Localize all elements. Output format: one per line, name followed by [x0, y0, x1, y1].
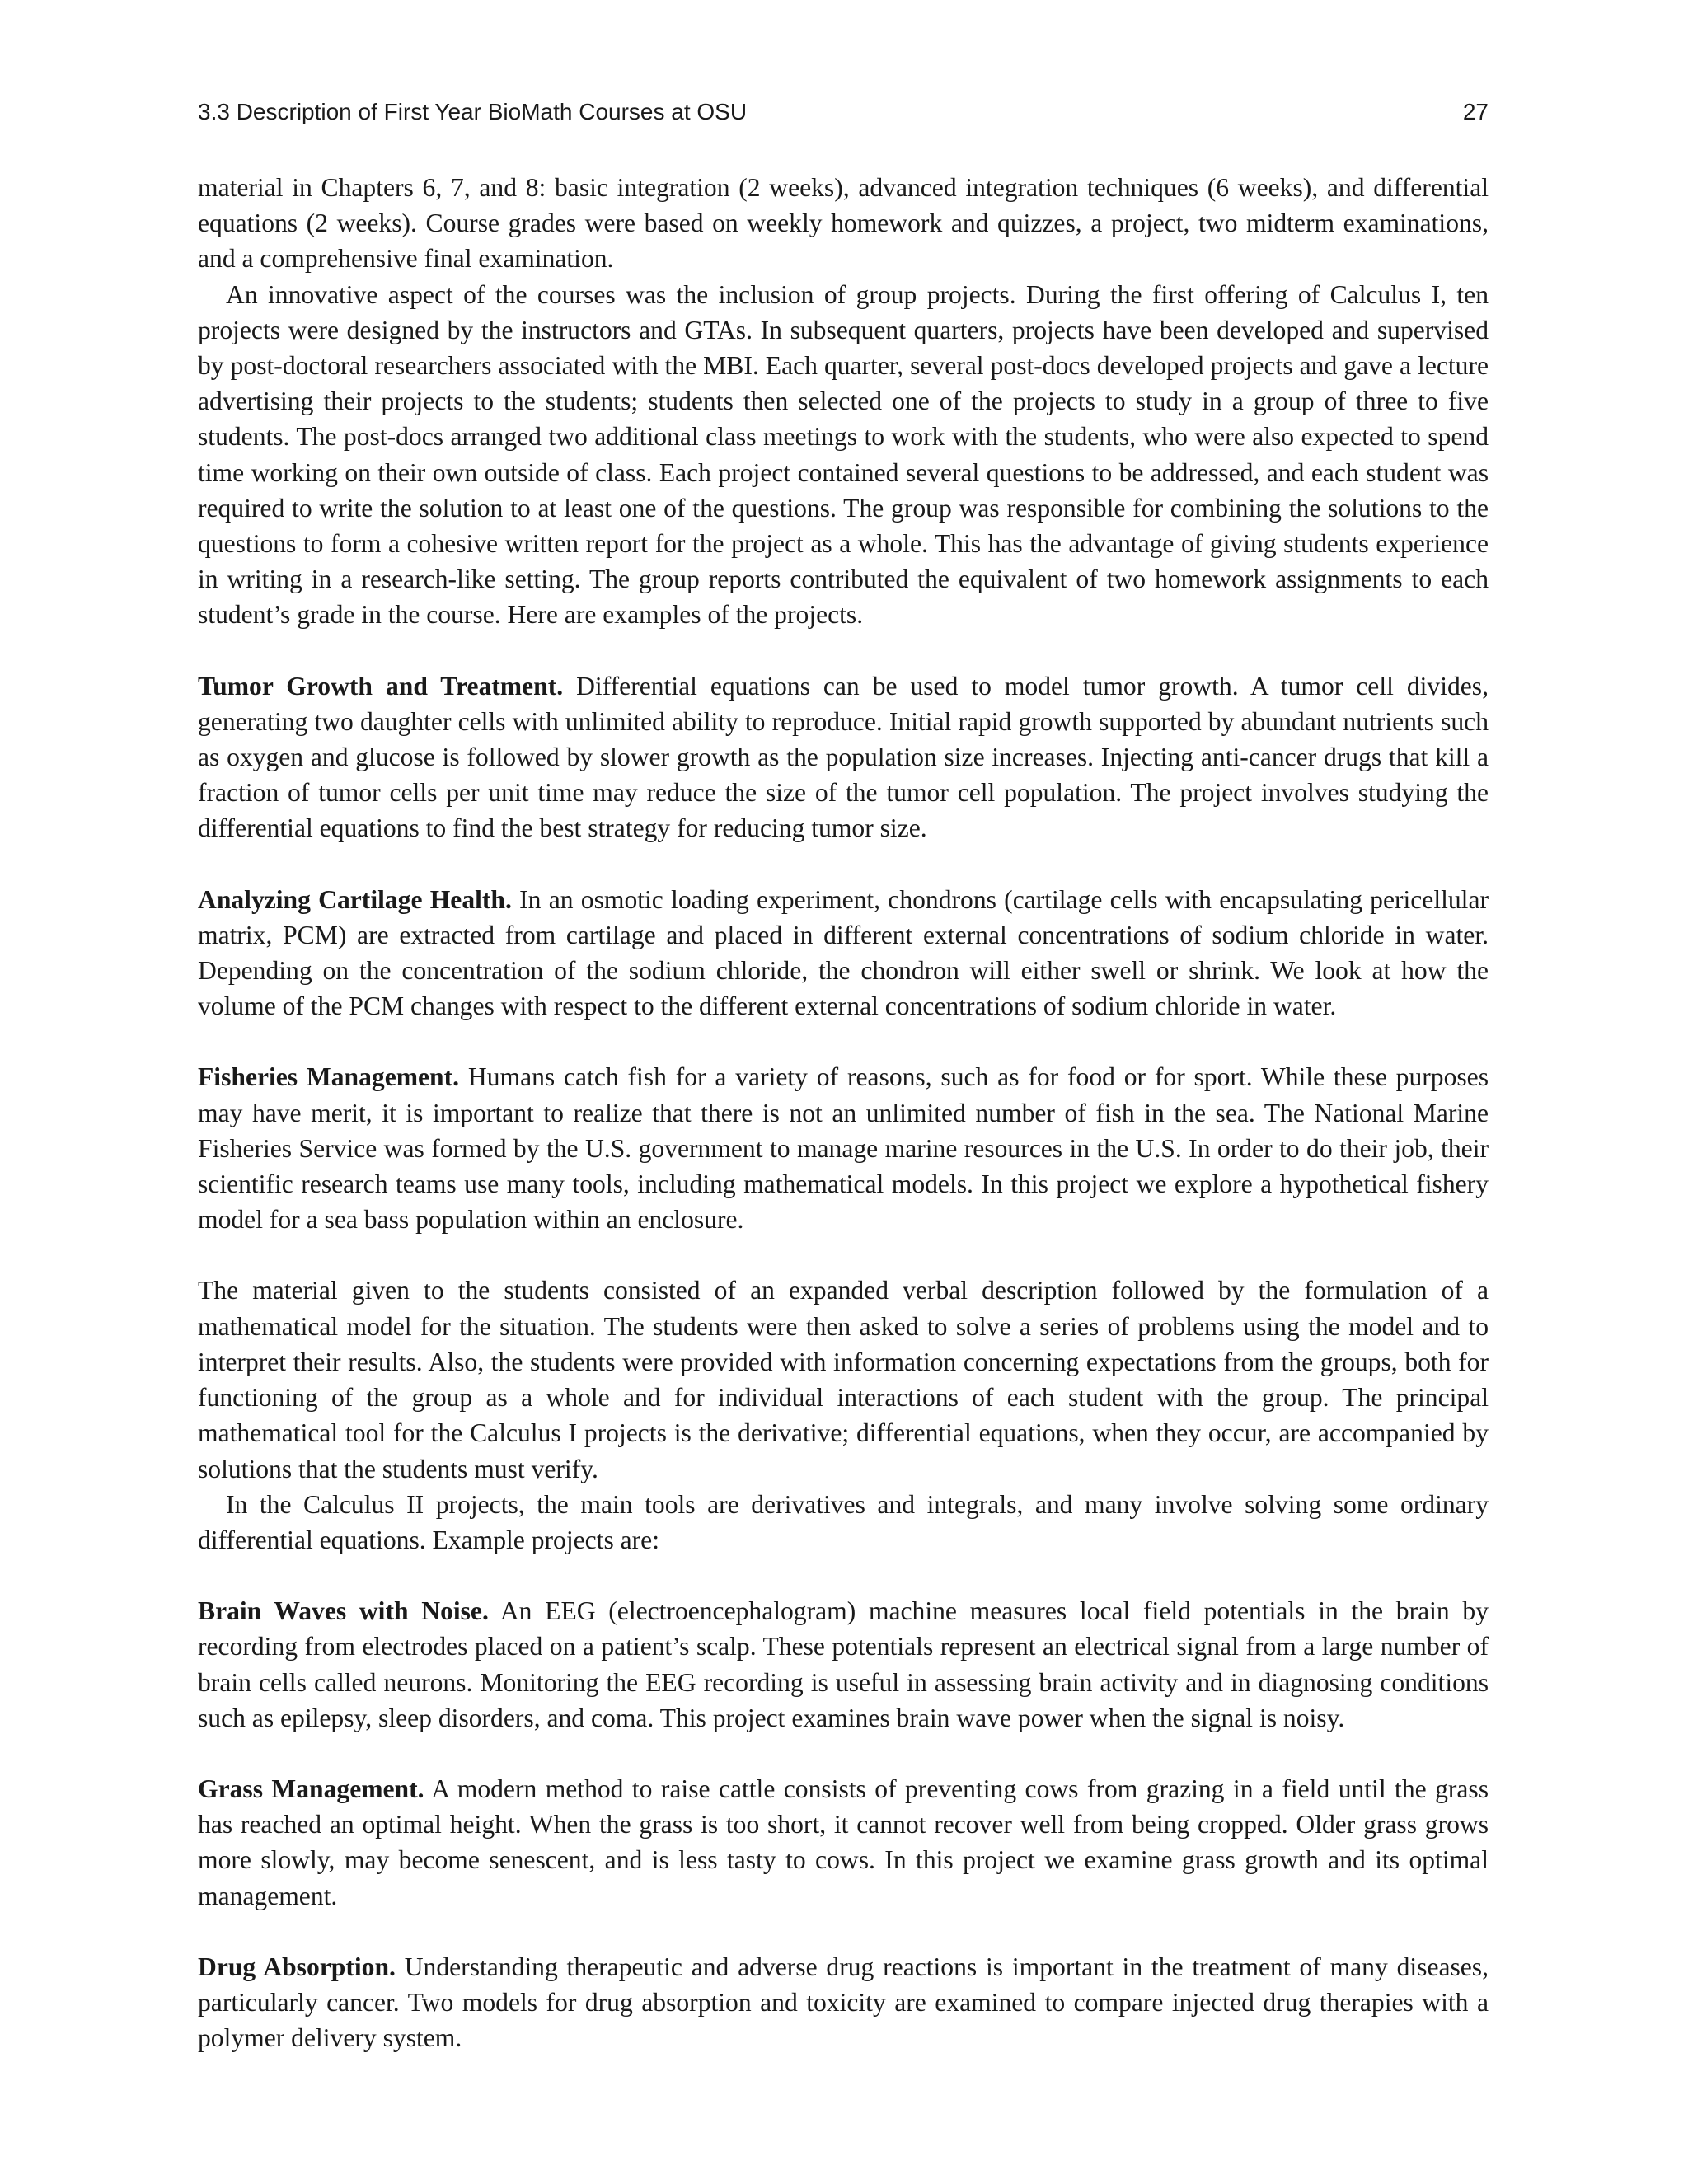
project-fisheries-management — [198, 1059, 1489, 1237]
running-head — [198, 96, 1489, 129]
project-title-grass-management: Grass Management. — [198, 1774, 424, 1803]
project-title-cartilage-health: Analyzing Cartilage Health. — [198, 884, 512, 914]
paragraph-course-materials: material in Chapters 6, 7, and 8: basic integration (2 weeks), advanced integration techniques (6 weeks), and differential equations (2 weeks). Course grades were based on weekly homework and quizzes, a project, two midterm examinations, and a comprehensive final examination. — [198, 173, 1489, 274]
project-title-fisheries-management: Fisheries Management. — [198, 1062, 460, 1092]
project-text-tumor-growth: Differential equations can be used to model tumor growth. A tumor cell divides, generating two daughter cells with unlimited ability to reproduce. Initial rapid growth supported by abundant nutrients such as oxygen and glucose is followed by slower growth as the population size increases. Injecting anti-cancer drugs that kill a fraction of tumor cells per unit time may reduce the size of the tumor cell population. The project involves studying the differential equations to find the best strategy for reducing tumor size. — [198, 671, 1489, 843]
page-number: 27 — [1462, 99, 1489, 124]
project-text-grass-management: A modern method to raise cattle consists of preventing cows from grazing in a field until the grass has reached an optimal height. When the grass is too short, it cannot recover well from being cropped. Older grass grows more slowly, may become senescent, and is less tasty to cows. In this project we examine grass growth and its optimal management. — [198, 1774, 1489, 1910]
project-text-drug-absorption: Understanding therapeutic and adverse drug reactions is important in the treatment of many diseases, particularly cancer. Two models for drug absorption and toxicity are examined to compare injected drug therapies with a polymer delivery system. — [198, 1952, 1489, 2053]
section-title: 3.3 Description of First Year BioMath Courses at OSU — [198, 99, 748, 124]
project-tumor-growth — [198, 668, 1489, 846]
project-title-tumor-growth: Tumor Growth and Treatment. — [198, 671, 564, 701]
paragraph-group-projects: An innovative aspect of the courses was the inclusion of group projects. During the first offering of Calculus I, ten projects were designed by the instructors and GTAs. In subsequent quarters, projects have been developed and supervised by post-doctoral researchers associated with the MBI. Each quarter, several post-docs developed projects and gave a lecture advertising their projects to the students; students then selected one of the projects to study in a group of three to five students. The post-docs arranged two additional class meetings to work with the students, who were also expected to spend time working on their own outside of class. Each project contained several questions to be addressed, and each student was required to write the solution to at least one of the questions. The group was responsible for combining the solutions to the questions to form a cohesive written report for the project as a whole. This has the advantage of giving students experience in writing in a research-like setting. The group reports contributed the equivalent of two homework assignments to each student’s grade in the course. Here are examples of the projects. — [198, 279, 1489, 630]
document-page — [198, 0, 1489, 2184]
paragraph-calculus-ii: In the Calculus II projects, the main tools are derivatives and integrals, and many involve solving some ordinary differential equations. Example projects are: — [198, 1489, 1489, 1554]
project-title-drug-absorption: Drug Absorption. — [198, 1952, 396, 1981]
project-cartilage-health — [198, 882, 1489, 1024]
project-drug-absorption — [198, 1949, 1489, 2056]
project-text-fisheries-management: Humans catch fish for a variety of reasons, such as for food or for sport. While these purposes may have merit, it is important to realize that there is not an unlimited number of fish in the sea. The National Marine Fisheries Service was formed by the U.S. government to manage marine resources in the U.S. In order to do their job, their scientific research teams use many tools, including mathematical models. In this project we explore a hypothetical fishery model for a sea bass population within an enclosure. — [198, 1062, 1489, 1235]
project-brain-waves — [198, 1593, 1489, 1736]
paragraph-project-material: The material given to the students consisted of an expanded verbal description followed by the formulation of a mathematical model for the situation. The students were then asked to solve a series of problems using the model and to interpret their results. Also, the students were provided with information concerning expectations from the groups, both for functioning of the group as a whole and for individual interactions of each student with the group. The principal mathematical tool for the Calculus I projects is the derivative; differential equations, when they occur, are accompanied by solutions that the students must verify. — [198, 1276, 1489, 1483]
project-grass-management — [198, 1771, 1489, 1914]
project-title-brain-waves: Brain Waves with Noise. — [198, 1596, 489, 1626]
body-text — [198, 170, 1489, 2055]
project-text-brain-waves: An EEG (electroencephalogram) machine measures local field potentials in the brain by recording from electrodes placed on a patient’s scalp. These potentials represent an electrical signal from a large number of brain cells called neurons. Monitoring the EEG recording is useful in assessing brain activity and in diagnosing conditions such as epilepsy, sleep disorders, and coma. This project examines brain wave power when the signal is noisy. — [198, 1596, 1489, 1732]
project-text-cartilage-health: In an osmotic loading experiment, chondrons (cartilage cells with encapsulating pericellular matrix, PCM) are extracted from cartilage and placed in different external concentrations of sodium chloride in water. Depending on the concentration of the sodium chloride, the chondron will either swell or shrink. We look at how the volume of the PCM changes with respect to the different external concentrations of sodium chloride in water. — [198, 884, 1489, 1021]
